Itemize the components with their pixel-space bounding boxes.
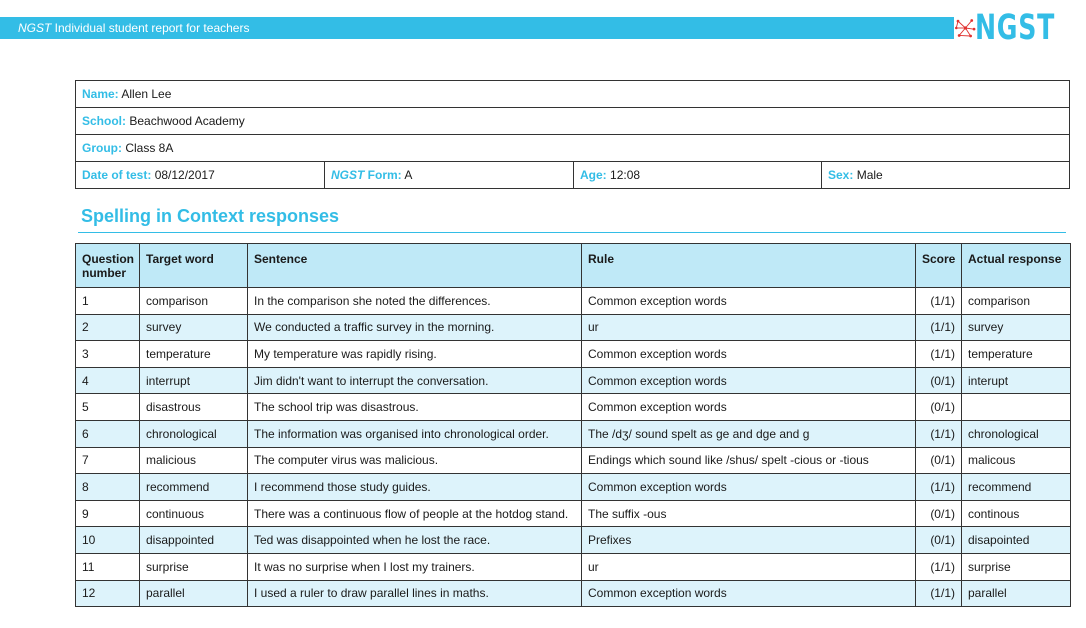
responses-table bbox=[75, 243, 1071, 607]
school-row bbox=[76, 108, 1070, 135]
table-row bbox=[76, 288, 1071, 315]
actual-response: chronological bbox=[962, 420, 1071, 447]
actual-response: temperature bbox=[962, 341, 1071, 368]
rule: Common exception words bbox=[582, 341, 916, 368]
target-word: disastrous bbox=[140, 394, 248, 421]
section-title: Spelling in Context responses bbox=[81, 206, 340, 226]
age-cell bbox=[574, 162, 822, 189]
question-number: 3 bbox=[76, 341, 140, 368]
header-rule: Rule bbox=[582, 244, 916, 288]
target-word: comparison bbox=[140, 288, 248, 315]
score: (1/1) bbox=[916, 580, 962, 607]
logo-text: NGST bbox=[974, 8, 1055, 48]
actual-response: survey bbox=[962, 314, 1071, 341]
sentence: My temperature was rapidly rising. bbox=[248, 341, 582, 368]
details-row bbox=[76, 162, 1070, 189]
question-number: 4 bbox=[76, 367, 140, 394]
form-label: Form: bbox=[364, 168, 402, 182]
score: (1/1) bbox=[916, 420, 962, 447]
sentence: The school trip was disastrous. bbox=[248, 394, 582, 421]
target-word: survey bbox=[140, 314, 248, 341]
form-value: A bbox=[404, 168, 413, 182]
score: (1/1) bbox=[916, 474, 962, 501]
score: (0/1) bbox=[916, 367, 962, 394]
target-word: interrupt bbox=[140, 367, 248, 394]
target-word: continuous bbox=[140, 500, 248, 527]
header-title: Individual student report for teachers bbox=[51, 21, 250, 35]
school-label: School: bbox=[82, 114, 126, 128]
target-word: chronological bbox=[140, 420, 248, 447]
score: (0/1) bbox=[916, 394, 962, 421]
group-row bbox=[76, 135, 1070, 162]
molecule-icon bbox=[954, 8, 977, 48]
section-divider bbox=[78, 232, 1066, 233]
rule: Common exception words bbox=[582, 580, 916, 607]
question-number: 9 bbox=[76, 500, 140, 527]
table-row bbox=[76, 341, 1071, 368]
table-row bbox=[76, 500, 1071, 527]
sentence: In the comparison she noted the differences. bbox=[248, 288, 582, 315]
table-row bbox=[76, 420, 1071, 447]
question-number: 6 bbox=[76, 420, 140, 447]
header-score: Score bbox=[916, 244, 962, 288]
sentence: It was no surprise when I lost my trainers. bbox=[248, 553, 582, 580]
table-row bbox=[76, 553, 1071, 580]
report-header-bar bbox=[0, 17, 1071, 39]
table-row bbox=[76, 474, 1071, 501]
group-value: Class 8A bbox=[125, 141, 174, 155]
sentence: The information was organised into chronological order. bbox=[248, 420, 582, 447]
sex-value: Male bbox=[856, 168, 883, 182]
student-info-table bbox=[75, 80, 1070, 189]
rule: Prefixes bbox=[582, 527, 916, 554]
group-cell bbox=[76, 135, 1070, 162]
score: (1/1) bbox=[916, 553, 962, 580]
question-number: 2 bbox=[76, 314, 140, 341]
sentence: I used a ruler to draw parallel lines in maths. bbox=[248, 580, 582, 607]
question-number: 8 bbox=[76, 474, 140, 501]
table-row bbox=[76, 367, 1071, 394]
ngst-logo bbox=[954, 4, 1086, 52]
sentence: I recommend those study guides. bbox=[248, 474, 582, 501]
header-sentence: Sentence bbox=[248, 244, 582, 288]
rule: Common exception words bbox=[582, 288, 916, 315]
target-word: parallel bbox=[140, 580, 248, 607]
table-row bbox=[76, 527, 1071, 554]
target-word: temperature bbox=[140, 341, 248, 368]
sentence: We conducted a traffic survey in the morning. bbox=[248, 314, 582, 341]
target-word: malicious bbox=[140, 447, 248, 474]
question-number: 12 bbox=[76, 580, 140, 607]
score: (1/1) bbox=[916, 314, 962, 341]
sentence: There was a continuous flow of people at the hotdog stand. bbox=[248, 500, 582, 527]
group-label: Group: bbox=[82, 141, 122, 155]
date-label: Date of test: bbox=[82, 168, 152, 182]
rule: Endings which sound like /shus/ spelt -cious or -tious bbox=[582, 447, 916, 474]
name-label: Name: bbox=[82, 87, 119, 101]
header-actual: Actual response bbox=[962, 244, 1071, 288]
rule: ur bbox=[582, 553, 916, 580]
actual-response: continous bbox=[962, 500, 1071, 527]
actual-response: disapointed bbox=[962, 527, 1071, 554]
rule: Common exception words bbox=[582, 474, 916, 501]
table-row bbox=[76, 447, 1071, 474]
target-word: recommend bbox=[140, 474, 248, 501]
rule: ur bbox=[582, 314, 916, 341]
sentence: Ted was disappointed when he lost the race. bbox=[248, 527, 582, 554]
target-word: surprise bbox=[140, 553, 248, 580]
sex-cell bbox=[822, 162, 1070, 189]
question-number: 1 bbox=[76, 288, 140, 315]
form-cell bbox=[325, 162, 574, 189]
school-value: Beachwood Academy bbox=[129, 114, 245, 128]
question-number: 7 bbox=[76, 447, 140, 474]
question-number: 10 bbox=[76, 527, 140, 554]
actual-response: interupt bbox=[962, 367, 1071, 394]
rule: The suffix -ous bbox=[582, 500, 916, 527]
rule: Common exception words bbox=[582, 367, 916, 394]
actual-response: comparison bbox=[962, 288, 1071, 315]
sentence: The computer virus was malicious. bbox=[248, 447, 582, 474]
table-header-row bbox=[76, 244, 1071, 288]
actual-response bbox=[962, 394, 1071, 421]
score: (0/1) bbox=[916, 527, 962, 554]
table-row bbox=[76, 580, 1071, 607]
sentence: Jim didn't want to interrupt the conversation. bbox=[248, 367, 582, 394]
table-row bbox=[76, 394, 1071, 421]
actual-response: surprise bbox=[962, 553, 1071, 580]
question-number: 5 bbox=[76, 394, 140, 421]
score: (1/1) bbox=[916, 288, 962, 315]
actual-response: recommend bbox=[962, 474, 1071, 501]
date-value: 08/12/2017 bbox=[154, 168, 215, 182]
student-name: Allen Lee bbox=[121, 87, 172, 101]
age-label: Age: bbox=[580, 168, 607, 182]
actual-response: malicous bbox=[962, 447, 1071, 474]
sex-label: Sex: bbox=[828, 168, 854, 182]
question-number: 11 bbox=[76, 553, 140, 580]
actual-response: parallel bbox=[962, 580, 1071, 607]
rule: The /dʒ/ sound spelt as ge and dge and g bbox=[582, 420, 916, 447]
name-row bbox=[76, 81, 1070, 108]
score: (0/1) bbox=[916, 500, 962, 527]
form-brand: NGST bbox=[331, 168, 365, 182]
age-value: 12:08 bbox=[610, 168, 641, 182]
school-cell bbox=[76, 108, 1070, 135]
score: (0/1) bbox=[916, 447, 962, 474]
score: (1/1) bbox=[916, 341, 962, 368]
target-word: disappointed bbox=[140, 527, 248, 554]
header-target: Target word bbox=[140, 244, 248, 288]
header-question: Question number bbox=[76, 244, 140, 288]
name-cell bbox=[76, 81, 1070, 108]
header-brand: NGST bbox=[18, 21, 52, 35]
rule: Common exception words bbox=[582, 394, 916, 421]
table-row bbox=[76, 314, 1071, 341]
date-cell bbox=[76, 162, 325, 189]
